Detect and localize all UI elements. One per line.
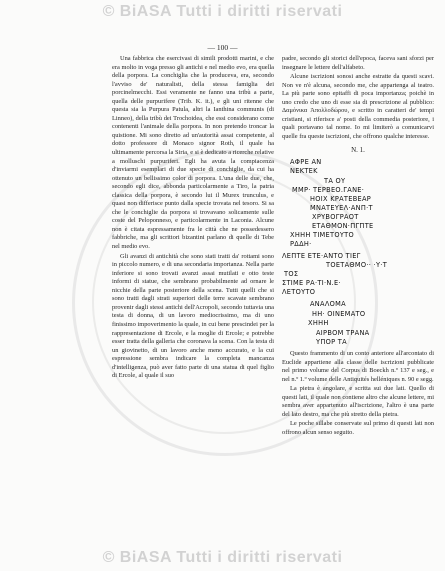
- inscription-line: ΑΝΑΛΟΜΑ: [310, 300, 346, 308]
- page-number: — 100 —: [207, 43, 238, 52]
- watermark-top: © BiASA Tutti i diritti riservati: [102, 3, 343, 20]
- right-paragraph-4: La pietra è angolare, e scritta sui due lati. Quello di questi lati, il quale non contiene altro che alcune lettere, mi sembra aver appartenuto all'iscrizione, l'altro è una parte del lato destro, ma che più stretto della pietra.: [282, 385, 434, 418]
- inscription-line: ΑΦΡΕ ΑΝ: [290, 158, 322, 166]
- right-paragraph-3: Questo frammento di un conto anteriore all'arcontato di Euclide appartiene alla classe delle iscrizioni pubblicate nel primo volume del Corpus di Boeckh n.º 137 e seg., e nel n.º 1.º volume delle Antiquités helléniques n. 90 e segg.: [282, 350, 434, 383]
- inscription-line: ΛΕΠΤΕ ΕΤΕ·ΑΝΤΟ ΤΙΕΓ: [282, 252, 361, 260]
- left-paragraph-2: Gli avanzi di antichità che sono stati tratti da' rottami sono in piccolo numero, e di una secondaria importanza. Nella parte inferiore si sono trovati avanzi assai mutilati e otto teste informi di statue, che sembrano probabilmente ad ornare le nicchie della parte posteriore della scena. Tutti quelli che si sono tratti dagli strati superiori delle terre scavate sembrano provenir dagli stessi antichi dell'Acropoli, secondo tuttavia una testa di donna, di un lavoro mediocrissimo, ma di uno finissimo impoverimento la quale, in cui bene prescindei per la rappresentazione di Ercole, e la moglie di Ercole; e potrebbe esser tratta della galleria che coronava la scena. Con la testa di un giovinetto, di un lavoro anche meno accurato, e la cui espressione sembra indicare la completa mancanza d'intelligenza, può aver fatto parte di una statua di quel figlio di Ercole, al quale il suo: [112, 252, 274, 380]
- right-paragraph-5: Le poche sillabe conservate sul primo di questi lati non offrono alcun senso seguito.: [282, 420, 434, 436]
- right-column-top: [282, 55, 434, 157]
- inscription-line: ΝΕΚΤΕΚ: [290, 167, 318, 175]
- right-paragraph-2: Alcune iscrizioni sonosi anche estratte da questi scavi. Non ve n'è alcuna, secondo me, che appartenga al teatro. La più parte sono epitaffi di poca importanza; poichè in uno credo che uno di esse sia di prescrizione al pubblico: Δαμόνικα Ἀπολλοδώρου, e scritto in caratteri de' tempi cristiani, si riferisce a' posti della commedia posteriore, i quali portavano tal nome. Io mi limiterò a comunicarvi quelle fra queste iscrizioni, che offrono qualche interesse.: [282, 73, 434, 140]
- inscription-line: ΗΟΙΧ ΚΡΑΤΕΒΕΑΡ: [310, 195, 372, 203]
- inscription-line: ΛΕΤΟΥΤΟ: [282, 288, 316, 296]
- right-column-bottom: [282, 350, 434, 437]
- inscription-line: ΜΝΑΤΕΥΕΛ·ΑΝΠ·Τ: [310, 204, 373, 212]
- inscription-line: ΡΔΔΗ·: [290, 240, 312, 248]
- inscription-line: ΑΙΡΒΟΜ ΤΡΑΝΑ: [316, 329, 370, 337]
- inscription-line: ΣΤΙΜΕ ΡΑ·ΤΙ·Ν.Ε·: [282, 279, 341, 287]
- inscription-line: ΕΤΑΘΜΟΝ·ΠΓΠΤΕ: [312, 222, 374, 230]
- inscription-line: ΧΗΗΗ: [308, 319, 329, 327]
- inscription-line: ΜΜΡ· ΤΕΡΒΕΟ.ΓΑΝΕ·: [292, 186, 365, 194]
- watermark-bottom: © BiASA Tutti i diritti riservati: [102, 549, 343, 566]
- left-paragraph-1: Una fabbrica che esercivasi di simili prodotti marini, e che era molto in voga presso gli antichi e nel medio evo, era quella della porpora. La conchiglia che la produceva, era, secondo l'avviso de' naturalisti, della stessa famiglia dei porcinelmecchi. Essi veramente ne fanno una tribù a parte, quella delle purpurifere (Trib. K. it.), e gli uni ritenne che questa sia la Purpura Patula, altri la Ianthina communis (di Linneo), della tribù dei Trochoidea, che essi considerano come contenenti l'animale della porpora. In non pretendo troncar la quistione. Mi sono diretto ad un'autorità assai competente, al dotto professore di Monaco signor Roth, il quale ha ultimamente percorsa la Siria, e si è dedicato a ricerche relative a molluschi purpuriferi. Egli ha avuta la compiacenza d'inviarmi esemplari di due specie di conchiglie, da cui ha ottenuto un bellissimo color di porpora. L'una delle due, che, secondo egli dice, abbonda particolarmente a Tiro, la patria classica della porpora, è secondo lui il Murex trunculus, e quasi non differisce punto dalla specie trovata nel tesoro. Si sa che le conchiglie da porpora si trovavano solicamente sulle coste del Peloponneso, e particolarmente in Laconia. Alcune non è citata espressamente fra le città che ne possedessero fabbriche, ma gli scrittori bizantini parlano di quelle di Tebe nel medio evo.: [112, 55, 274, 251]
- right-paragraph-1: padre, secondo gli storici dell'epoca, faceva sani sforzi per insegnare le lettere dell'alfabeto.: [282, 55, 434, 71]
- inscription-line: ΧΗΗΗ ΤΙΜΕΤΟΥΤΟ: [290, 231, 354, 239]
- inscription-line: ΥΠΟΡ ΤΑ: [316, 338, 347, 346]
- inscription: [282, 158, 434, 348]
- inscription-heading: N. 1.: [351, 146, 365, 155]
- inscription-line: ΤΟΕΤΑΘΜΟ·· ·Υ·Τ: [326, 261, 388, 269]
- inscription-line: ΤΟΣ: [284, 270, 299, 278]
- inscription-line: ΤΑ ΟΥ: [324, 177, 346, 185]
- inscription-line: ΧΡΥΒΟΓΡΑΟΤ: [312, 213, 359, 221]
- left-column: [112, 55, 274, 381]
- inscription-line: ΗΗ· ΟΙΝΕΜΑΤΟ: [312, 310, 366, 318]
